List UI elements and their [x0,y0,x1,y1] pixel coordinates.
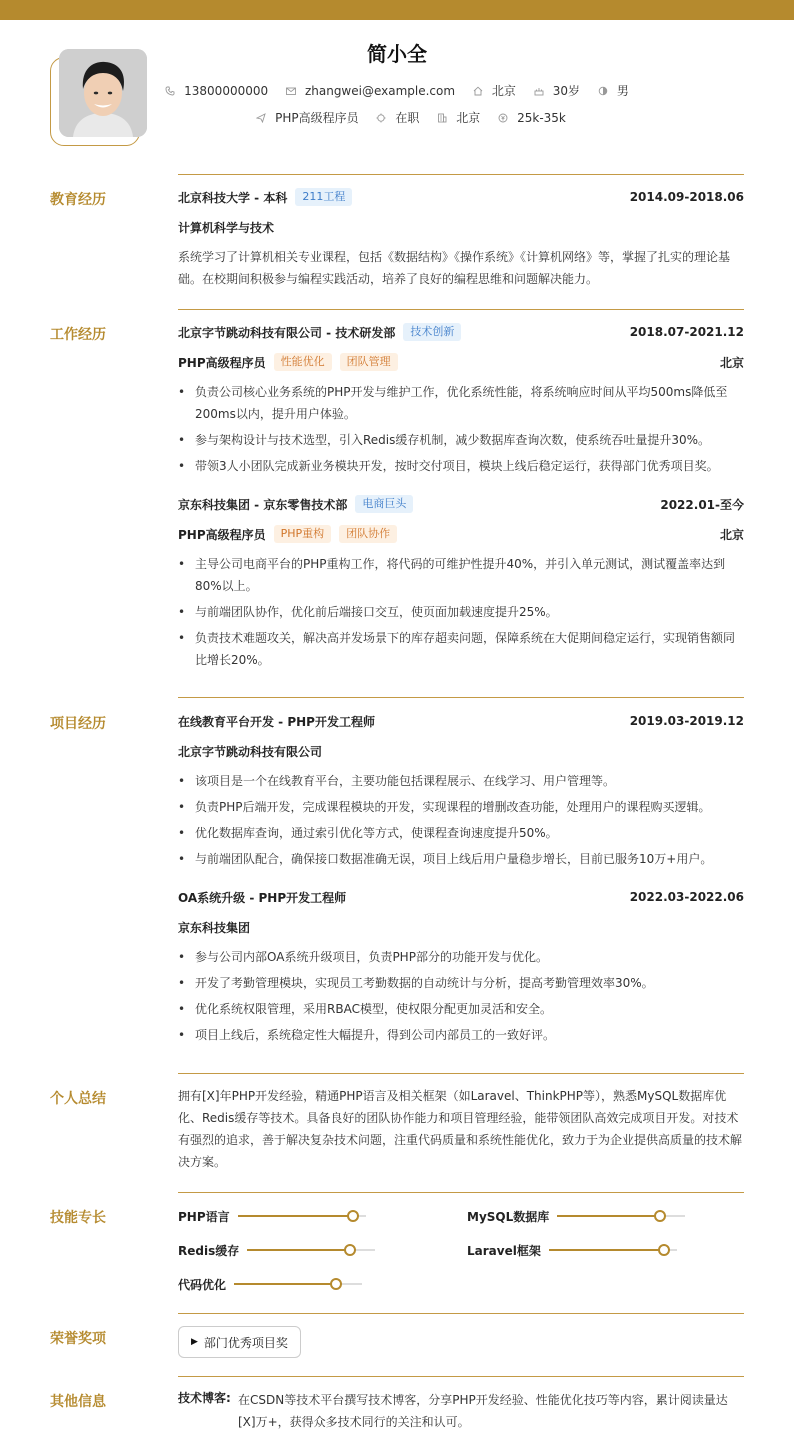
school-tag: 211工程 [295,188,352,206]
section-divider [178,1192,744,1193]
work-location: 北京 [719,355,744,370]
skill-fill [247,1249,349,1251]
skill-name: Laravel框架 [467,1243,541,1258]
education-major: 计算机科学与技术 [178,220,275,235]
skill-name: 代码优化 [178,1277,227,1292]
work-role: PHP高级程序员 [178,355,266,370]
skill-knob [344,1244,356,1256]
work-header [178,494,744,514]
skill-knob [658,1244,670,1256]
play-triangle-icon: ▶ [191,1337,198,1347]
section-title-awards: 荣誉奖项 [50,1331,106,1347]
skill-fill [238,1215,353,1217]
other-text: 在CSDN等技术平台撰写技术博客，分享PHP开发经验、性能优化技巧等内容，累计阅读量达[X]万+，获得众多技术同行的关注和认可。 [238,1393,728,1429]
contact-row [0,82,794,99]
section-title-work: 工作经历 [50,327,106,343]
award-label: 部门优秀项目奖 [203,1335,288,1350]
work-bullet: • 主导公司电商平台的PHP重构工作，将代码的可维护性提升40%，并引入单元测试，测试覆盖率达到80%以上。 [178,553,744,597]
home-icon [473,86,483,96]
salary-text: 25k-35k [517,110,566,125]
section-divider [178,697,744,698]
work-bullet: • 负责公司核心业务系统的PHP开发与维护工作，优化系统性能，将系统响应时间从平均500ms降低至200ms以内，提升用户体验。 [178,381,744,425]
phone-icon [165,86,175,96]
email-text: zhangwei@example.com [304,83,456,98]
skill-name: MySQL数据库 [467,1209,550,1224]
skill-fill [549,1249,664,1251]
work-bullet: • 参与架构设计与技术选型，引入Redis缓存机制，减少数据库查询次数，使系统吞吐量提升30%。 [178,429,744,451]
work-bullet: • 带领3人小团队完成新业务模块开发，按时交付项目，模块上线后稳定运行，获得部门优秀项目奖。 [178,455,744,477]
position-text: PHP高级程序员 [275,111,359,125]
education-period: 2014.09-2018.06 [629,190,744,204]
section-title-other: 其他信息 [50,1394,106,1410]
cake-icon [534,86,544,96]
skill-item [178,1208,366,1224]
skill-bar [238,1215,366,1217]
project-bullet: • 优化数据库查询，通过索引优化等方式，使课程查询速度提升50%。 [178,822,744,844]
award-toggle-button[interactable] [178,1326,301,1358]
skill-knob [330,1278,342,1290]
skill-bar [549,1249,677,1251]
position-info [256,109,359,126]
section-divider [178,1376,744,1377]
skill-knob [347,1210,359,1222]
work-role-tag: PHP重构 [274,525,332,543]
building-icon [437,113,447,123]
status-text: 在职 [395,111,420,125]
project-title: OA系统升级 - PHP开发工程师 [178,890,347,905]
project-period: 2019.03-2019.12 [629,714,744,728]
section-divider [178,309,744,310]
phone-info [165,84,268,98]
skill-item [467,1208,685,1224]
section-divider [178,174,744,175]
skill-item [178,1276,362,1292]
skill-name: PHP语言 [178,1209,230,1224]
candidate-name: 简小全 [367,42,427,66]
status-info [376,109,419,126]
work-company: 京东科技集团 - 京东零售技术部 [178,497,348,512]
mail-icon [286,86,296,96]
section-title-summary: 个人总结 [50,1091,106,1107]
location-info [473,82,516,99]
work-role-row [178,524,744,544]
section-title-education: 教育经历 [50,192,106,208]
project-title: 在线教育平台开发 - PHP开发工程师 [178,714,375,729]
work-role-tag: 团队管理 [340,353,398,371]
age-text: 30岁 [552,84,581,98]
email-info [286,84,455,98]
project-period: 2022.03-2022.06 [629,890,744,904]
work-bullet: • 与前端团队协作，优化前后端接口交互，使页面加载速度提升25%。 [178,601,744,623]
project-header [178,887,744,907]
education-description: 系统学习了计算机相关专业课程，包括《数据结构》《操作系统》《计算机网络》等，掌握了扎实的理论基础。在校期间积极参与编程实践活动，培养了良好的编程思维和问题解决能力。 [178,250,731,286]
city-text: 北京 [456,111,481,125]
skill-bar [557,1215,685,1217]
work-bullet: • 负责技术难题攻关，解决高并发场景下的库存超卖问题，保障系统在大促期间稳定运行，实现销售额同比增长20%。 [178,627,744,671]
section-divider [178,1073,744,1074]
status-icon [376,113,386,123]
education-header [178,187,744,207]
skill-knob [654,1210,666,1222]
phone-text: 13800000000 [184,83,269,98]
work-role-row [178,352,744,372]
skill-bar [234,1283,362,1285]
project-bullet: • 该项目是一个在线教育平台，主要功能包括课程展示、在线学习、用户管理等。 [178,770,744,792]
location-text: 北京 [491,84,516,98]
summary-text: 拥有[X]年PHP开发经验，精通PHP语言及相关框架（如Laravel、ThinkPHP等），熟悉MySQL数据库优化、Redis缓存等技术。具备良好的团队协作能力和项目管理经验，能带领团队高效完成项目开发。对技术有强烈的追求，善于解决复杂技术问题，注重代码质量和系统性能优化，致力于为企业提供高质量的技术解决方案。 [178,1089,743,1169]
project-bullet: • 参与公司内部OA系统升级项目，负责PHP部分的功能开发与优化。 [178,946,744,968]
section-divider [178,1313,744,1314]
work-role: PHP高级程序员 [178,527,266,542]
work-location: 北京 [719,527,744,542]
skill-fill [234,1283,336,1285]
school-name: 北京科技大学 - 本科 [178,190,288,205]
gender-info [598,82,629,99]
project-bullet: • 开发了考勤管理模块，实现员工考勤数据的自动统计与分析，提高考勤管理效率30%。 [178,972,744,994]
section-title-projects: 项目经历 [50,716,106,732]
project-header [178,711,744,731]
project-bullet: • 项目上线后，系统稳定性大幅提升，得到公司内部员工的一致好评。 [178,1024,744,1046]
skill-item [467,1242,677,1258]
send-icon [256,113,266,123]
top-accent-bar [0,0,794,20]
project-company-row [178,741,744,761]
project-bullet: • 优化系统权限管理，采用RBAC模型，使权限分配更加灵活和安全。 [178,998,744,1020]
project-company-row [178,917,744,937]
project-company: 京东科技集团 [178,920,251,935]
age-info [534,82,580,99]
skill-name: Redis缓存 [178,1243,240,1258]
project-bullet: • 负责PHP后端开发，完成课程模块的开发，实现课程的增删改查功能，处理用户的课程购买逻辑。 [178,796,744,818]
salary-icon [498,113,508,123]
skill-fill [557,1215,659,1217]
skill-item [178,1242,375,1258]
salary-info [498,111,566,125]
work-company-tag: 电商巨头 [355,495,413,513]
work-role-tag: 团队协作 [339,525,397,543]
work-company: 北京字节跳动科技有限公司 - 技术研发部 [178,325,396,340]
work-period: 2018.07-2021.12 [629,325,744,339]
job-intent-row [0,109,794,126]
section-title-skills: 技能专长 [50,1210,106,1226]
work-company-tag: 技术创新 [403,323,461,341]
education-major-row [178,217,744,237]
city-info [437,109,480,126]
work-header [178,322,744,342]
skill-bar [247,1249,375,1251]
work-role-tag: 性能优化 [274,353,332,371]
gender-text: 男 [616,84,629,98]
other-label: 技术博客: [178,1391,231,1405]
project-bullet: • 与前端团队配合，确保接口数据准确无误，项目上线后用户量稳步增长，目前已服务10万+用户。 [178,848,744,870]
gender-icon [598,86,608,96]
work-period: 2022.01-至今 [660,497,744,512]
project-company: 北京字节跳动科技有限公司 [178,744,323,759]
